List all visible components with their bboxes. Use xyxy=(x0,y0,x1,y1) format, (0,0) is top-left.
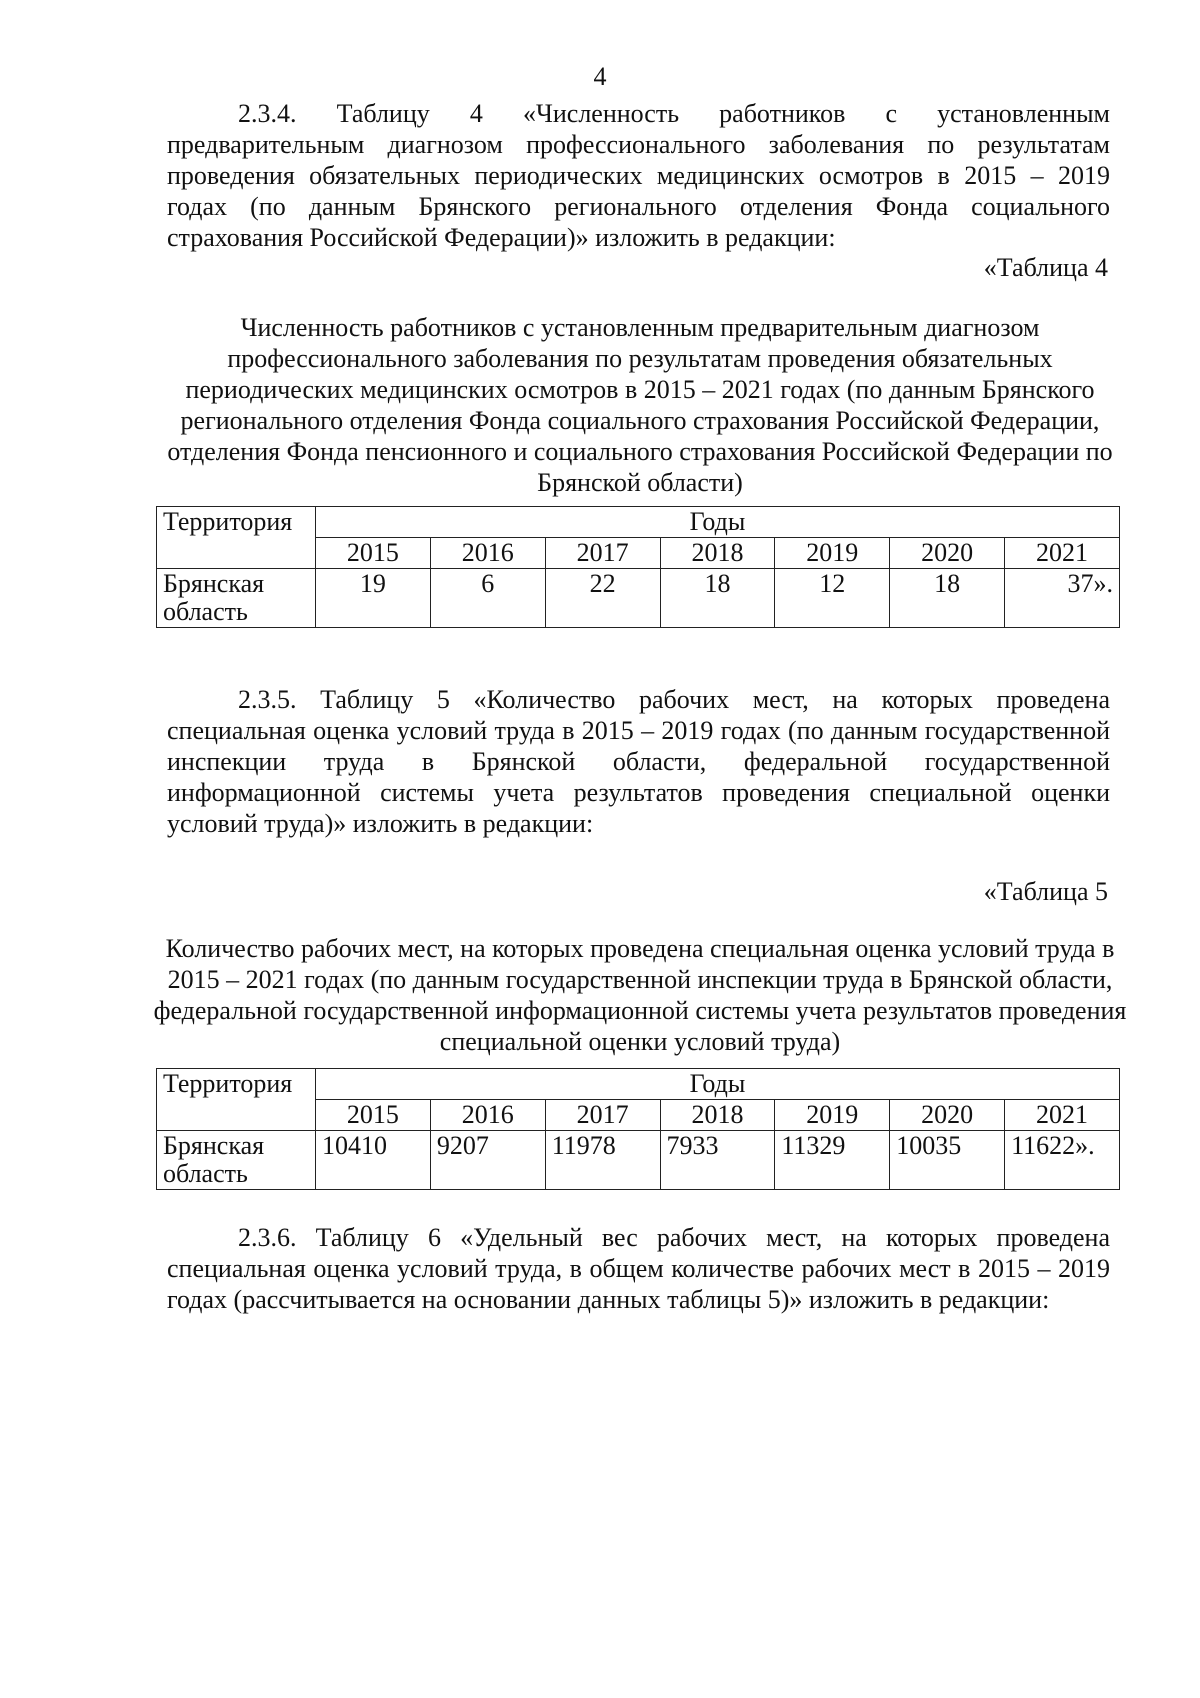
table-4-value: 19 xyxy=(316,569,431,628)
table-5-year: 2015 xyxy=(316,1100,431,1131)
table-4-year: 2015 xyxy=(316,538,431,569)
table-4 xyxy=(156,506,1120,628)
table-4-header-years: Годы xyxy=(316,507,1120,538)
table-4-row-label: Брянская область xyxy=(157,569,316,628)
table-5-title: Количество рабочих мест, на которых проведена специальная оценка условий труда в 2015 – 2021 годах (по данным государственной инспекции труда в Брянской области, федеральной государственной информационной системы учета результатов проведения специальной оценки условий труда) xyxy=(153,934,1127,1056)
table-4-year: 2016 xyxy=(430,538,545,569)
table-5-value: 11329 xyxy=(775,1131,890,1190)
table-5-value: 10035 xyxy=(890,1131,1005,1190)
paragraph-2-3-4-text: 2.3.4. Таблицу 4 «Численность работников с установленным предварительным диагнозом профессионального заболевания по результатам проведения обязательных периодических медицинских осмотров в 2015 – 2019 годах (по данным Брянского регионального отделения Фонда социального страхования Российской Федерации)» изложить в редакции: xyxy=(167,99,1110,252)
table-5-row-label: Брянская область xyxy=(157,1131,316,1190)
table-4-year: 2019 xyxy=(775,538,890,569)
table-5-year: 2016 xyxy=(430,1100,545,1131)
table-4-value: 22 xyxy=(545,569,660,628)
page-number: 4 xyxy=(593,62,607,91)
table-5-year: 2019 xyxy=(775,1100,890,1131)
table-5-value: 11978 xyxy=(545,1131,660,1190)
table-4-year: 2017 xyxy=(545,538,660,569)
table-4-value: 18 xyxy=(660,569,775,628)
table-5-year: 2021 xyxy=(1005,1100,1120,1131)
table-4-year: 2018 xyxy=(660,538,775,569)
table-5-value: 11622». xyxy=(1005,1131,1120,1190)
paragraph-2-3-4 xyxy=(167,98,1110,253)
table-4-header-territory: Территория xyxy=(157,507,316,569)
table-5 xyxy=(156,1068,1120,1190)
table-4-title: Численность работников с установленным предварительным диагнозом профессионального заболевания по результатам проведения обязательных периодических медицинских осмотров в 2015 – 2021 годах (по данным Брянского регионального отделения Фонда социального страхования Российской Федерации, отделения Фонда пенсионного и социального страхования Российской Федерации по Брянской области) xyxy=(167,313,1113,497)
table-row xyxy=(157,1131,1120,1190)
table-row xyxy=(157,569,1120,628)
table-5-value: 7933 xyxy=(660,1131,775,1190)
paragraph-2-3-6-text: 2.3.6. Таблицу 6 «Удельный вес рабочих мест, на которых проведена специальная оценка условий труда, в общем количестве рабочих мест в 2015 – 2019 годах (рассчитывается на основании данных таблицы 5)» изложить в редакции: xyxy=(167,1223,1110,1314)
table-4-value: 6 xyxy=(430,569,545,628)
table-5-year: 2017 xyxy=(545,1100,660,1131)
paragraph-2-3-5-text: 2.3.5. Таблицу 5 «Количество рабочих мест, на которых проведена специальная оценка условий труда в 2015 – 2019 годах (по данным государственной инспекции труда в Брянской области, федеральной государственной информационной системы учета результатов проведения специальной оценки условий труда)» изложить в редакции: xyxy=(167,685,1110,838)
table-5-label: «Таблица 5 xyxy=(983,877,1108,906)
table-5-header-territory: Территория xyxy=(157,1069,316,1131)
table-4-year: 2021 xyxy=(1005,538,1120,569)
table-5-year: 2020 xyxy=(890,1100,1005,1131)
table-4-value: 12 xyxy=(775,569,890,628)
table-4-year: 2020 xyxy=(890,538,1005,569)
table-4-label: «Таблица 4 xyxy=(983,253,1108,282)
table-4-value: 37». xyxy=(1005,569,1120,628)
paragraph-2-3-5 xyxy=(167,684,1110,839)
table-5-value: 10410 xyxy=(316,1131,431,1190)
table-5-header-years: Годы xyxy=(316,1069,1120,1100)
table-5-year: 2018 xyxy=(660,1100,775,1131)
table-4-value: 18 xyxy=(890,569,1005,628)
table-5-value: 9207 xyxy=(430,1131,545,1190)
paragraph-2-3-6 xyxy=(167,1222,1110,1315)
